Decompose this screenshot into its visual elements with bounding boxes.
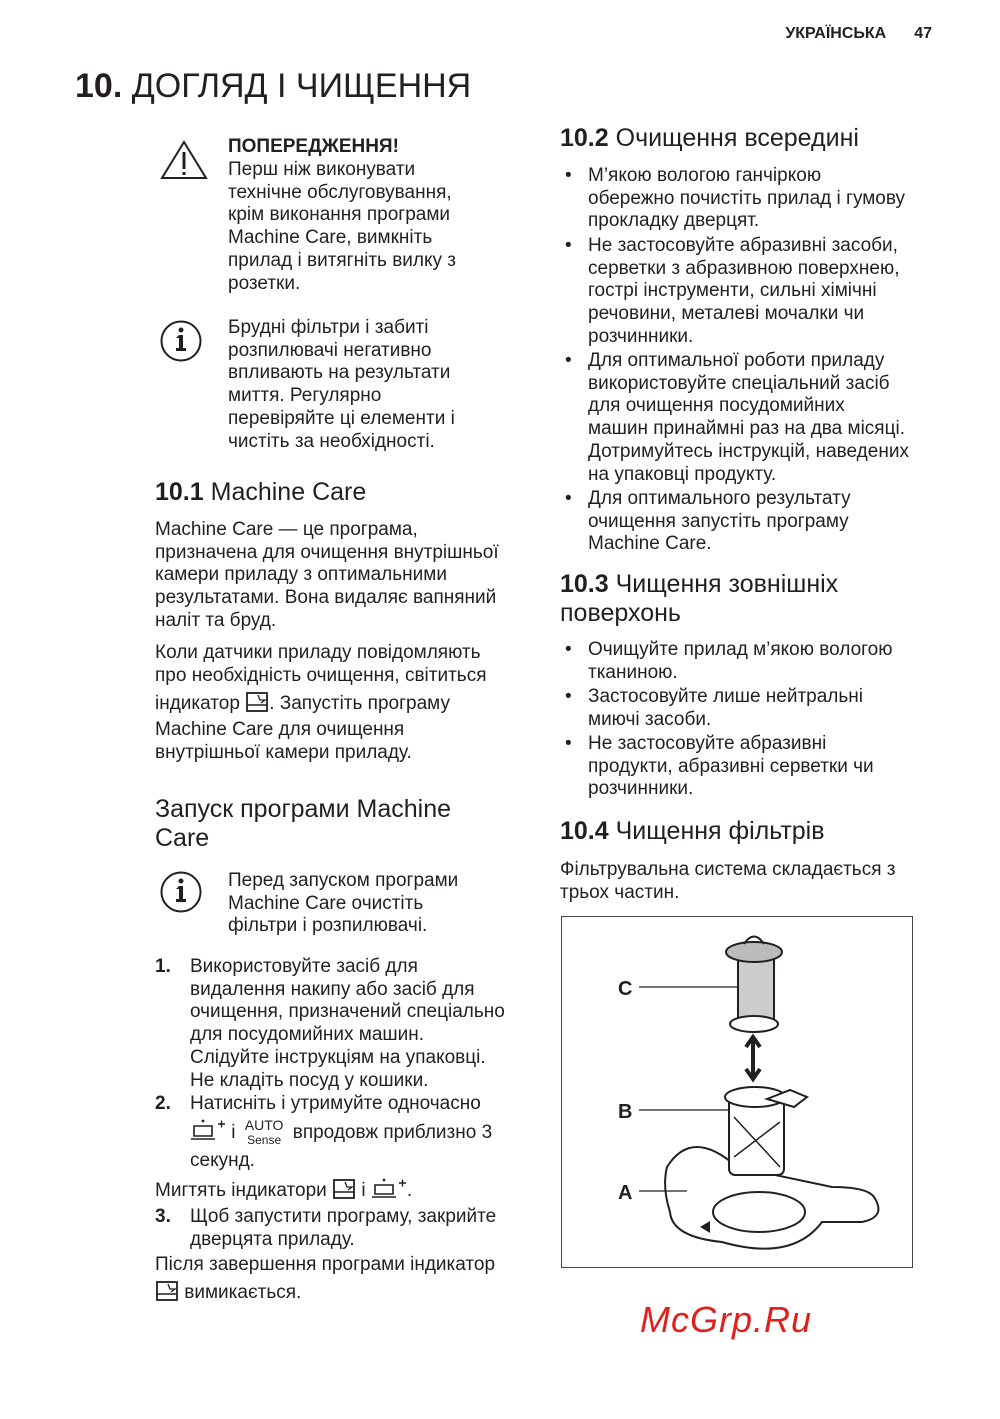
bullet-item: Для оптимального результату очищення запустіть програму Machine Care. bbox=[588, 488, 851, 555]
extra-power-icon bbox=[190, 1118, 226, 1142]
bullet-item: Застосовуйте лише нейтральні миючі засоби. bbox=[588, 686, 863, 730]
info-text-filters: Брудні фільтри і забиті розпилювачі негативно впливають на результати миття. Регулярно перевіряйте ці елементи і чистіть за необхідності. bbox=[228, 317, 455, 452]
indicators-blink-text: Мигтять індикатори і . bbox=[155, 1177, 412, 1203]
auto-label: AUTO bbox=[244, 1117, 284, 1134]
sense-label: Sense bbox=[247, 1133, 282, 1148]
section-10-1-heading: 10.1 Machine Care bbox=[155, 478, 367, 506]
bullet: • bbox=[565, 488, 572, 509]
info-icon bbox=[159, 319, 203, 363]
machine-care-indicator-text: Коли датчики приладу повідомляють про необхідність очищення, світиться bbox=[155, 642, 487, 686]
step-1-text: Використовуйте засіб для видалення накипу або засіб для очищення, призначений спеціально для посудомийних машин. Слідуйте інструкціям на упаковці. Не кладіть посуд у кошики. bbox=[190, 956, 505, 1091]
page-number: 47 bbox=[914, 25, 932, 42]
step-number: 1. bbox=[155, 956, 171, 977]
machine-care-description: Machine Care — це програма, призначена для очищення внутрішньої камери приладу з оптимальними результатами. Вона видаляє вапняний наліт та бруд. bbox=[155, 519, 499, 631]
step-3-text: Щоб запустити програму, закрийте дверцята приладу. bbox=[190, 1206, 497, 1250]
warning-icon bbox=[160, 139, 208, 181]
filter-diagram bbox=[562, 917, 912, 1267]
section-10-2-heading: 10.2 Очищення всередині bbox=[560, 124, 859, 152]
bullet: • bbox=[565, 733, 572, 754]
section-10-3-heading: 10.3 Чищення зовнішніх поверхонь bbox=[560, 570, 839, 627]
extra-power-icon bbox=[371, 1177, 407, 1199]
step-2-buttons-line: і AUTO Sense впродовж приблизно 3 bbox=[190, 1118, 492, 1148]
info-icon bbox=[159, 870, 203, 914]
bullet: • bbox=[565, 686, 572, 707]
section-10-4-heading: 10.4 Чищення фільтрів bbox=[560, 817, 825, 845]
step-2-text: Натисніть і утримуйте одночасно bbox=[190, 1093, 481, 1114]
machine-care-indicator-icon bbox=[332, 1179, 356, 1199]
step-2-end: секунд. bbox=[190, 1150, 255, 1171]
label-c: C bbox=[618, 978, 633, 1000]
bullet-item: Не застосовуйте абразивні продукти, абразивні серветки чи розчинники. bbox=[588, 733, 874, 800]
filter-figure bbox=[561, 916, 913, 1268]
label-b: B bbox=[618, 1101, 633, 1123]
filter-description: Фільтрувальна система складається з трьох частин. bbox=[560, 859, 896, 903]
bullet: • bbox=[565, 235, 572, 256]
after-program-line: вимикається. bbox=[155, 1280, 301, 1306]
step-number: 2. bbox=[155, 1093, 171, 1114]
watermark: McGrp.Ru bbox=[640, 1299, 813, 1340]
header-language: УКРАЇНСЬКА bbox=[785, 25, 887, 42]
bullet-item: Не застосовуйте абразивні засоби, серветки з абразивною поверхнею, гострі інструменти, сильні хімічні речовини, металеві мочалки чи розчинники. bbox=[588, 235, 900, 347]
machine-care-start-text: Machine Care для очищення внутрішньої камери приладу. bbox=[155, 719, 412, 763]
bullet-item: Очищуйте прилад м’якою вологою тканиною. bbox=[588, 639, 893, 683]
bullet-item: М’якою вологою ганчіркою обережно почистіть прилад і гумову прокладку дверцят. bbox=[588, 165, 906, 232]
title-text: ДОГЛЯД І ЧИЩЕННЯ bbox=[131, 67, 472, 105]
info-text-before-start: Перед запуском програми Machine Care очистіть фільтри і розпилювачі. bbox=[228, 870, 459, 937]
page-header bbox=[785, 25, 932, 43]
machine-care-indicator-line: індикатор . Запустіть програму bbox=[155, 693, 450, 714]
label-a: A bbox=[618, 1182, 633, 1204]
bullet: • bbox=[565, 165, 572, 186]
machine-care-indicator-icon bbox=[245, 692, 269, 712]
bullet-item: Для оптимальної роботи приладу використовуйте спеціальний засіб для очищення посудомийних машин принаймні раз на два місяці. Дотримуйтесь інструкцій, наведених на упаковці продукту. bbox=[588, 350, 909, 485]
warning-heading: ПОПЕРЕДЖЕННЯ! bbox=[228, 136, 399, 157]
bullet: • bbox=[565, 639, 572, 660]
machine-care-indicator-icon bbox=[155, 1281, 179, 1301]
bullet: • bbox=[565, 350, 572, 371]
warning-text: Перш ніж виконувати технічне обслуговування, крім виконання програми Machine Care, вимкніть прилад і витягніть вилку з розетки. bbox=[228, 159, 457, 294]
step-number: 3. bbox=[155, 1206, 171, 1227]
after-program-text: Після завершення програми індикатор bbox=[155, 1254, 496, 1275]
start-program-heading: Запуск програми Machine Care bbox=[155, 795, 452, 852]
title-number: 10. bbox=[75, 67, 123, 105]
page-title bbox=[75, 67, 471, 106]
